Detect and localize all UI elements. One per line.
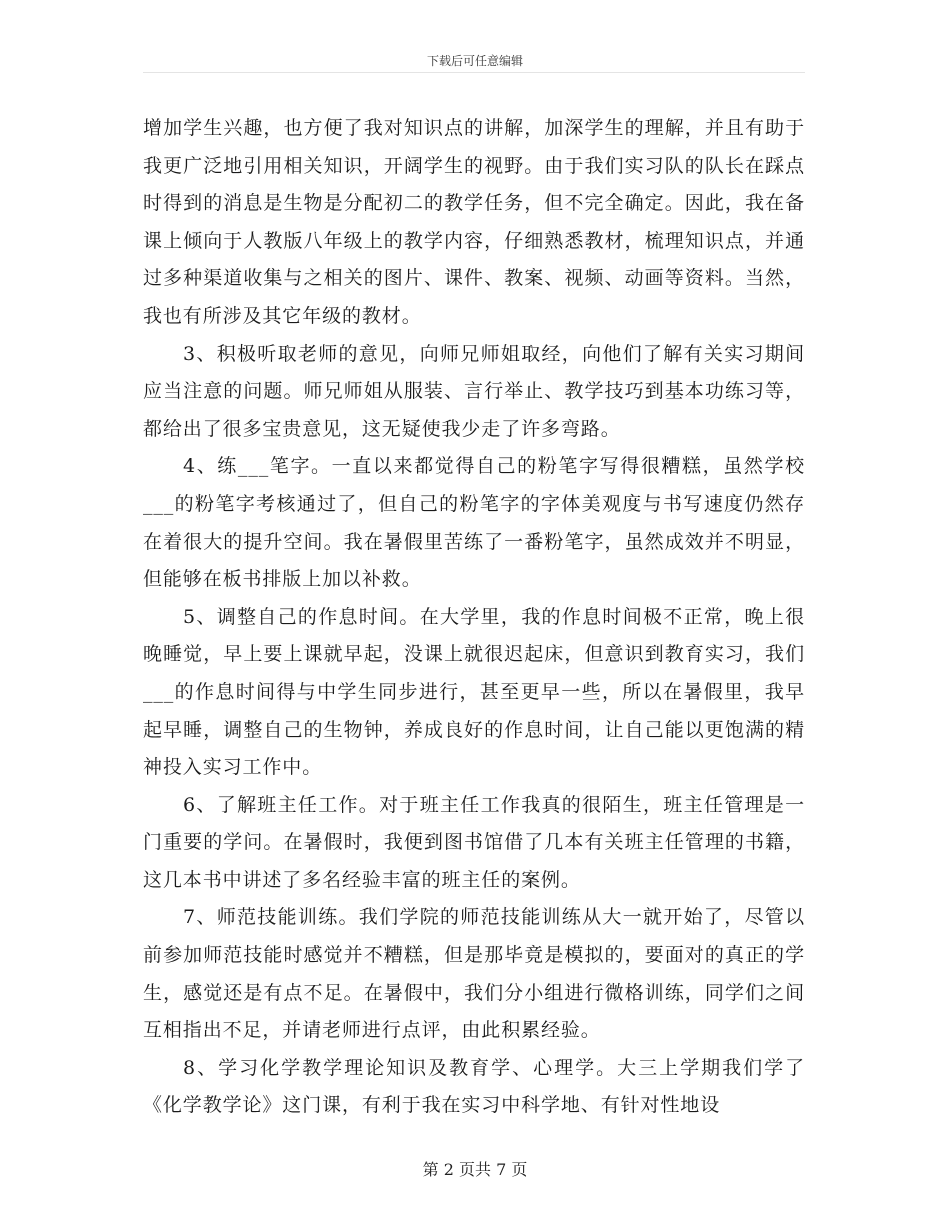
paragraph-item-8: 8、学习化学教学理论知识及教育学、心理学。大三上学期我们学了《化学教学论》这门课，有利于我在实习中科学地、有针对性地设 bbox=[143, 1056, 805, 1117]
page-header: 下载后可任意编辑 bbox=[426, 54, 523, 68]
paragraph-item-5: 5、调整自己的作息时间。在大学里，我的作息时间极不正常，晚上很晚睡觉，早上要上课就早起，没课上就很迟起床，但意识到教育实习，我们___的作息时间得与中学生同步进行，甚至更早一些，所以在暑假里，我早起早睡，调整自己的生物钟，养成良好的作息时间，让自己能以更饱满的精神投入实习工作中。 bbox=[143, 605, 805, 779]
paragraph-item-3: 3、积极听取老师的意见，向师兄师姐取经，向他们了解有关实习期间应当注意的问题。师兄师姐从服装、言行举止、教学技巧到基本功练习等，都给出了很多宝贵意见，这无疑使我少走了许多弯路。 bbox=[143, 342, 805, 440]
paragraph-item-6: 6、了解班主任工作。对于班主任工作我真的很陌生，班主任管理是一门重要的学问。在暑假时，我便到图书馆借了几本有关班主任管理的书籍，这几本书中讲述了多名经验丰富的班主任的案例。 bbox=[143, 793, 805, 891]
page-number: 第 2 页共 7 页 bbox=[422, 1160, 528, 1179]
paragraph-continuation: 增加学生兴趣，也方便了我对知识点的讲解，加深学生的理解，并且有助于我更广泛地引用相关知识，开阔学生的视野。由于我们实习队的队长在踩点时得到的消息是生物是分配初二的教学任务，但不完全确定。因此，我在备课上倾向于人教版八年级上的教学内容，仔细熟悉教材，梳理知识点，并通过多种渠道收集与之相关的图片、课件、教案、视频、动画等资料。当然，我也有所涉及其它年级的教材。 bbox=[143, 117, 805, 327]
header-divider bbox=[143, 72, 805, 73]
paragraph-item-7: 7、师范技能训练。我们学院的师范技能训练从大一就开始了，尽管以前参加师范技能时感觉并不糟糕，但是那毕竟是模拟的，要面对的真正的学生，感觉还是有点不足。在暑假中，我们分小组进行微格训练，同学们之间互相指出不足，并请老师进行点评，由此积累经验。 bbox=[143, 906, 805, 1042]
paragraph-item-4: 4、练___笔字。一直以来都觉得自己的粉笔字写得很糟糕，虽然学校___的粉笔字考核通过了，但自己的粉笔字的字体美观度与书写速度仍然存在着很大的提升空间。我在暑假里苦练了一番粉笔字，虽然成效并不明显，但能够在板书排版上加以补救。 bbox=[143, 455, 805, 591]
document-body bbox=[143, 110, 805, 1125]
